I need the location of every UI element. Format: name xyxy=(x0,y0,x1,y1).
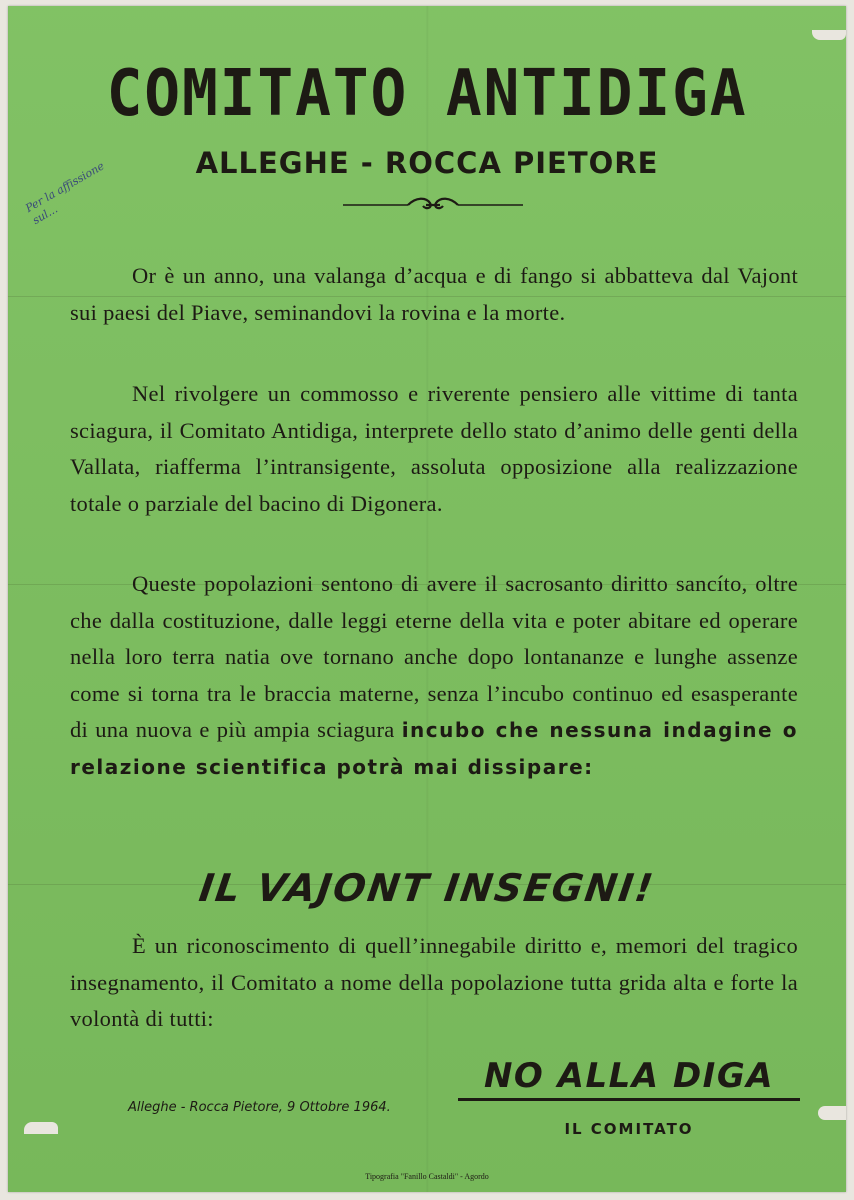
poster xyxy=(8,6,846,1192)
poster-title: COMITATO ANTIDIGA xyxy=(106,57,748,131)
paragraph-3-bold: incubo che nessuna indagine o relazione scientifica potrà mai dissipare: xyxy=(70,718,798,779)
paper-tear xyxy=(818,1106,846,1120)
paragraph-2 xyxy=(70,376,798,522)
closing-slogan: NO ALLA DIGA xyxy=(458,1056,800,1101)
printer-credit: Tipografia "Fanillo Castaldi" - Agordo xyxy=(365,1172,489,1181)
paragraph-4 xyxy=(70,928,798,1038)
paragraph-3 xyxy=(70,566,798,785)
paragraph-4-text: È un riconoscimento di quell’innegabile diritto e, memori del tragico insegnamento, il Comitato a nome della popolazione tutta grida alta e forte la volontà di tutti: xyxy=(70,933,798,1031)
paragraph-2-text: Nel rivolgere un commosso e riverente pensiero alle vittime di tanta sciagura, il Comitato Antidiga, interprete dello stato d’animo delle genti della Vallata, riafferma l’intransigente, assoluta opposizione alla realizzazione totale o parziale del bacino di Digonera. xyxy=(70,381,798,516)
paper-tear xyxy=(24,1122,58,1134)
signature: IL COMITATO xyxy=(564,1120,694,1138)
paragraph-3-text: Queste popolazioni sentono di avere il sacrosanto diritto sancíto, oltre che dalla costituzione, dalle leggi eterne della vita e poter abitare ed operare nella loro terra natia ove tornano anche dopo lontananze e lunghe assenze come si torna tra le braccia materne, senza l’incubo continuo ed esasperante di una nuova e più ampia sciagura xyxy=(70,571,798,742)
place-date: Alleghe - Rocca Pietore, 9 Ottobre 1964. xyxy=(128,1100,391,1115)
poster-subtitle: ALLEGHE - ROCCA PIETORE xyxy=(195,146,659,180)
slogan-vajont: IL VAJONT INSEGNI! xyxy=(196,866,658,910)
handwritten-note: Per la affissione sul... xyxy=(23,159,107,228)
paragraph-1-text: Or è un anno, una valanga d’acqua e di fango si abbatteva dal Vajont sui paesi del Piave, seminandovi la rovina e la morte. xyxy=(70,263,798,325)
paragraph-1 xyxy=(70,258,798,331)
paper-tear xyxy=(812,30,846,40)
ornament-divider-icon xyxy=(338,194,528,216)
